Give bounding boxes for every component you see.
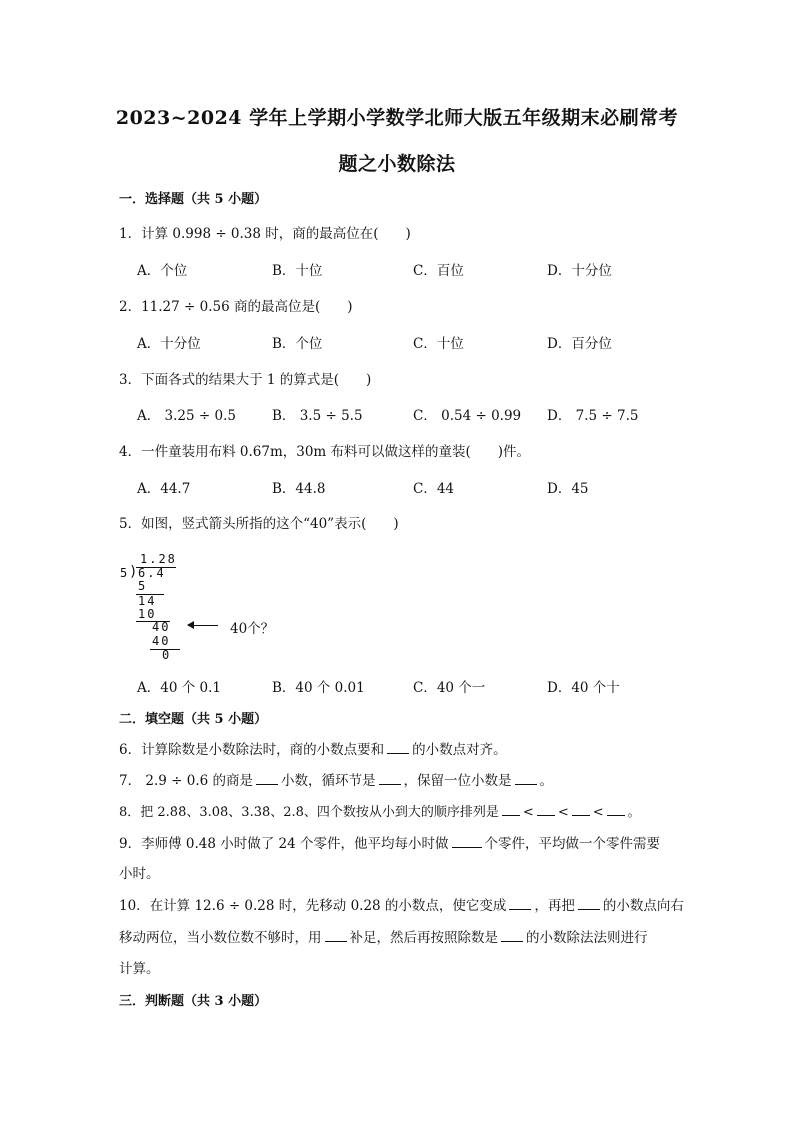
- question-1-option-c: C．百位: [413, 263, 464, 279]
- question-10-blank-2[interactable]: [578, 897, 600, 910]
- question-5-option-d: D．40 个十: [547, 680, 620, 696]
- question-3-option-c: C． 0.54 ÷ 0.99: [413, 408, 522, 424]
- question-10-text-d: 移动两位，当小数位数不够时，用: [119, 930, 322, 946]
- question-10-text-g: 计算。: [119, 961, 160, 977]
- division-step-4: 40: [152, 620, 171, 634]
- question-10-blank-3[interactable]: [325, 929, 347, 942]
- division-bracket: ): [129, 564, 140, 580]
- question-9-text-b: 个零件，平均做一个零件需要: [484, 836, 660, 852]
- question-2-option-b: B．个位: [272, 336, 323, 352]
- question-5-stem: 5．如图，竖式箭头所指的这个“40”表示( ): [119, 516, 399, 532]
- less-than-sign-3: <: [592, 805, 604, 820]
- question-1-stem: 1．计算 0.998 ÷ 0.38 时，商的最高位在( ): [119, 226, 411, 242]
- question-10-text-a: 10．在计算 12.6 ÷ 0.28 时，先移动 0.28 的小数点，使它变成: [119, 898, 507, 914]
- question-10-text-f: 的小数除法法则进行: [526, 930, 648, 946]
- question-7-text-a: 7． 2.9 ÷ 0.6 的商是: [119, 773, 254, 789]
- division-step-6: 0: [162, 648, 172, 662]
- question-2-option-a: A．十分位: [137, 336, 201, 352]
- division-step-1: 5: [138, 579, 148, 593]
- question-8: [119, 801, 641, 820]
- question-7-text-c: ，保留一位小数是: [403, 773, 512, 789]
- division-dividend: 6.4: [138, 566, 166, 580]
- question-1-option-b: B．十位: [272, 263, 323, 279]
- question-7-blank-1[interactable]: [256, 772, 278, 785]
- question-9-text-a: 9．李师傅 0.48 小时做了 24 个零件，他平均每小时做: [119, 836, 449, 852]
- question-6: [119, 738, 507, 758]
- question-3-option-d: D． 7.5 ÷ 7.5: [547, 408, 639, 424]
- question-4-option-b: B．44.8: [272, 481, 326, 497]
- question-1-option-a: A．个位: [137, 263, 188, 279]
- question-6-blank[interactable]: [387, 741, 409, 754]
- question-5-option-b: B．40 个 0.01: [272, 680, 365, 696]
- question-5-option-a: A．40 个 0.1: [137, 680, 221, 696]
- question-10-blank-4[interactable]: [501, 929, 523, 942]
- question-7-text-d: 。: [539, 773, 554, 789]
- question-7: [119, 769, 553, 789]
- question-4-option-c: C．44: [413, 481, 455, 497]
- long-division-figure: [110, 548, 310, 668]
- document-title-line1: 2023~2024 学年上学期小学数学北师大版五年级期末必刷常考: [115, 107, 679, 129]
- section-fill-heading: 二．填空题（共 5 小题）: [119, 712, 268, 727]
- division-step-3: 10: [138, 607, 157, 621]
- question-4-option-d: D．45: [547, 481, 589, 497]
- question-8-blank-2[interactable]: [537, 803, 555, 816]
- question-10-text-b: ，再把: [534, 898, 575, 914]
- question-2-option-d: D．百分位: [547, 336, 612, 352]
- document-title-line2: 题之小数除法: [338, 153, 456, 175]
- less-than-sign-1: <: [522, 805, 534, 820]
- less-than-sign-2: <: [557, 805, 569, 820]
- question-9-blank-1[interactable]: [452, 835, 482, 848]
- question-10-text-e: 补足，然后再按照除数是: [349, 930, 498, 946]
- division-step-5: 40: [152, 634, 171, 648]
- question-9-line-2: [119, 862, 160, 882]
- question-10-line-3: [119, 957, 160, 977]
- division-divisor: 5: [120, 566, 130, 580]
- question-3-option-a: A． 3.25 ÷ 0.5: [137, 408, 236, 424]
- question-7-text-b: 小数，循环节是: [281, 773, 376, 789]
- question-3-option-b: B． 3.5 ÷ 5.5: [272, 408, 363, 424]
- division-quotient: 1.28: [140, 552, 177, 566]
- question-10-blank-1[interactable]: [509, 897, 531, 910]
- question-7-blank-2[interactable]: [379, 772, 401, 785]
- question-10-line-2: [119, 926, 648, 946]
- left-arrow-icon: [188, 625, 218, 626]
- division-step-2: 14: [138, 594, 157, 608]
- question-8-text: 8．把 2.8̇8̇、3.0̇8̇、3.3̇8̇、2.8̇、四个数按从小到大的顺序排列是: [119, 805, 499, 820]
- section-judge-heading: 三．判断题（共 3 小题）: [119, 994, 268, 1009]
- question-7-blank-3[interactable]: [515, 772, 537, 785]
- question-2-stem: 2．11.27 ÷ 0.56 商的最高位是( ): [119, 299, 353, 315]
- arrow-label: 40个？: [230, 621, 275, 637]
- question-9-text-c: 小时。: [119, 866, 160, 882]
- question-10-text-c: 的小数点向右: [602, 898, 684, 914]
- question-9-line-1: [119, 832, 660, 852]
- question-8-end: 。: [627, 805, 641, 820]
- question-8-blank-4[interactable]: [607, 803, 625, 816]
- question-1-option-d: D．十分位: [547, 263, 612, 279]
- question-4-stem: 4．一件童装用布料 0.67m，30m 布料可以做这样的童装( )件。: [119, 444, 531, 460]
- question-8-blank-1[interactable]: [502, 803, 520, 816]
- section-choice-heading: 一．选择题（共 5 小题）: [119, 192, 268, 207]
- question-2-option-c: C．十位: [413, 336, 464, 352]
- question-10-line-1: [119, 894, 684, 914]
- question-4-option-a: A．44.7: [137, 481, 191, 497]
- question-6-text-a: 6．计算除数是小数除法时，商的小数点要和: [119, 742, 385, 758]
- question-6-text-b: 的小数点对齐。: [412, 742, 507, 758]
- question-8-blank-3[interactable]: [572, 803, 590, 816]
- question-3-stem: 3．下面各式的结果大于 1 的算式是( ): [119, 372, 372, 388]
- question-5-option-c: C．40 个一: [413, 680, 486, 696]
